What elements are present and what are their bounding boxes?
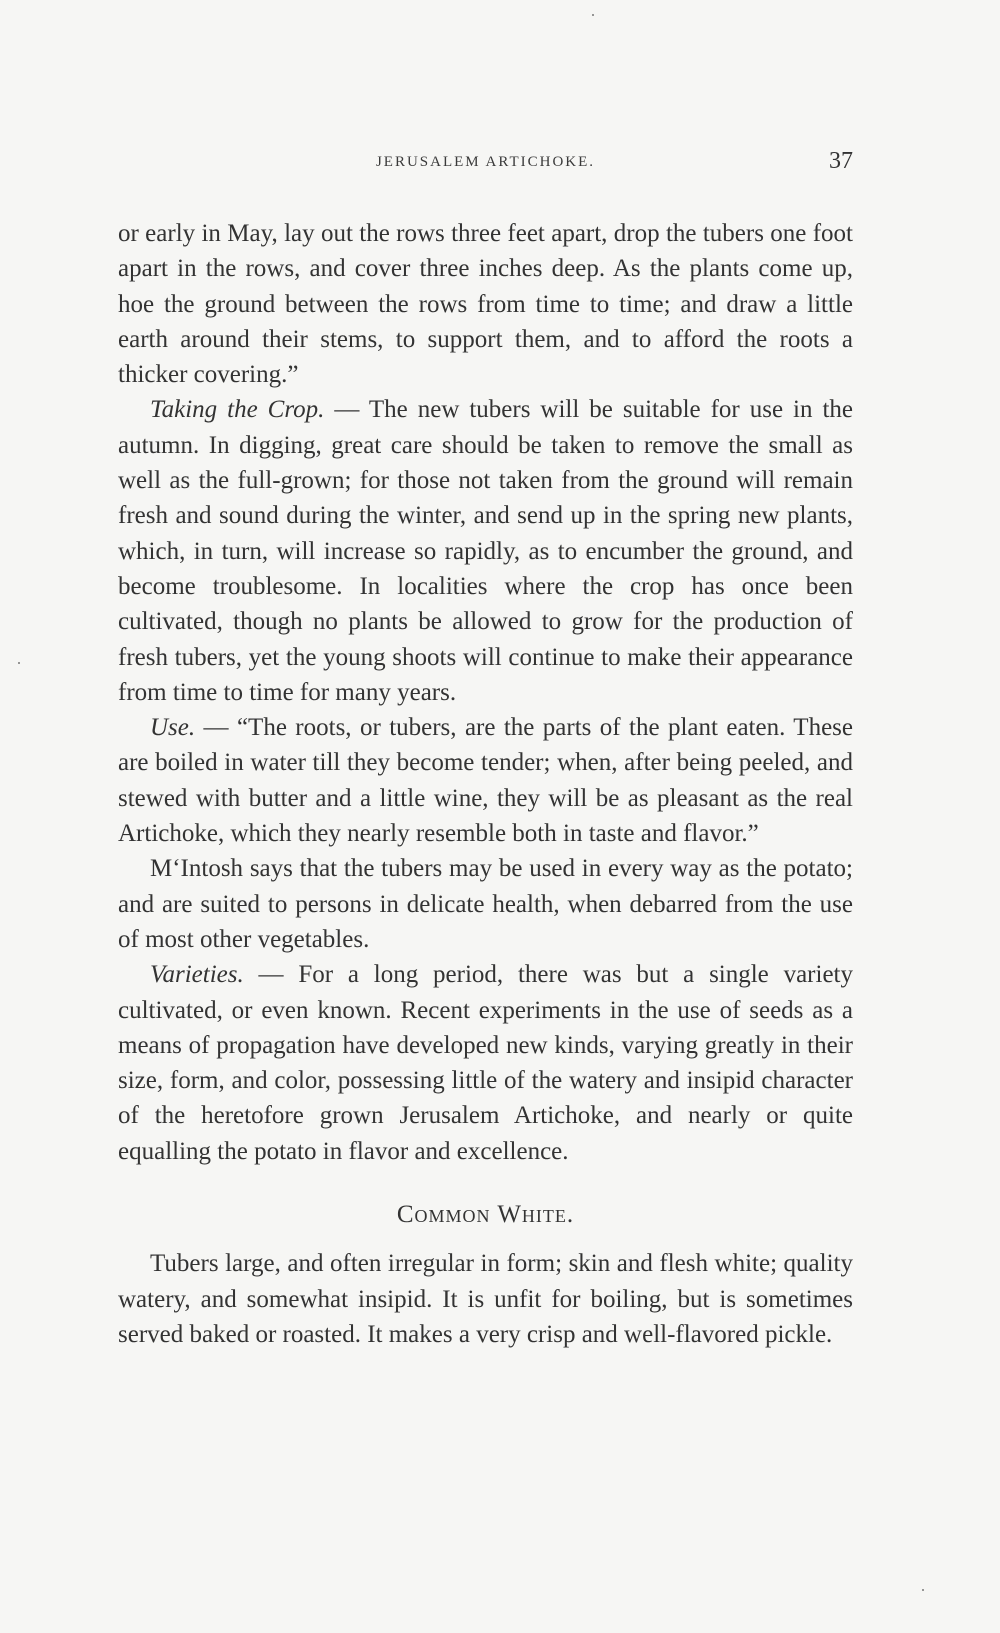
running-title: JERUSALEM ARTICHOKE. [375,154,596,170]
paper-speck [592,14,594,16]
paragraph-text: — “The roots, or tubers, are the parts of the plant eaten. These are boiled in water till they become tender; when, after being peeled, and stewed with butter and a little wine, they will be as pleasant as the real Artichoke, which they nearly resemble both in taste and flavor.” [118,714,853,848]
paragraph-text: — The new tubers will be suitable for use in the autumn. In digging, great care should be taken to remove the small as well as the full-grown; for those not taken from the ground will remain fresh and sound during the winter, and send up in the spring new plants, which, in turn, will increase so rapidly, as to encumber the ground, and become troublesome. In localities where the crop has once been cultivated, though no plants be allowed to grow for the production of fresh tubers, yet the young shoots will continue to make their appearance from time to time for many years. [118,396,853,706]
paragraph-varieties [118,957,853,1169]
paragraph-lead: Taking the Crop. [150,396,325,424]
paragraph-lead: Use. [150,714,196,742]
paragraph-use [118,710,853,851]
paper-speck [922,1589,924,1591]
paragraph-text: M‘Intosh says that the tubers may be used in every way as the potato; and are suited to persons in delicate health, when debarred from the use of most other vegetables. [118,855,853,953]
paragraph-text: — For a long period, there was but a single variety cultivated, or even known. Recent experiments in the use of seeds as a means of propagation have developed new kinds, varying greatly in their size, form, and color, possessing little of the watery and insipid character of the heretofore grown Jerusalem Artichoke, and nearly or quite equalling the potato in flavor and excellence. [118,961,853,1165]
body-text [118,216,853,1352]
paragraph-common-white [118,1246,853,1352]
paragraph-taking-the-crop [118,392,853,710]
paragraph-planting [118,216,853,392]
paragraph-text: Tubers large, and often irregular in form; skin and flesh white; quality watery, and somewhat insipid. It is unfit for boiling, but is sometimes served baked or roasted. It makes a very crisp and well-flavored pickle. [118,1250,853,1348]
page-number: 37 [829,148,853,174]
paragraph-mcintosh [118,851,853,957]
section-heading: Common White. [396,1201,575,1229]
paragraph-lead: Varieties. [150,961,244,989]
paragraph-text: or early in May, lay out the rows three feet apart, drop the tubers one foot apart in the rows, and cover three inches deep. As the plants come up, hoe the ground between the rows from time to time; and draw a little earth around their stems, to support them, and to afford the roots a thicker covering.” [118,220,853,389]
paper-speck [18,662,20,664]
page-header [118,150,853,180]
